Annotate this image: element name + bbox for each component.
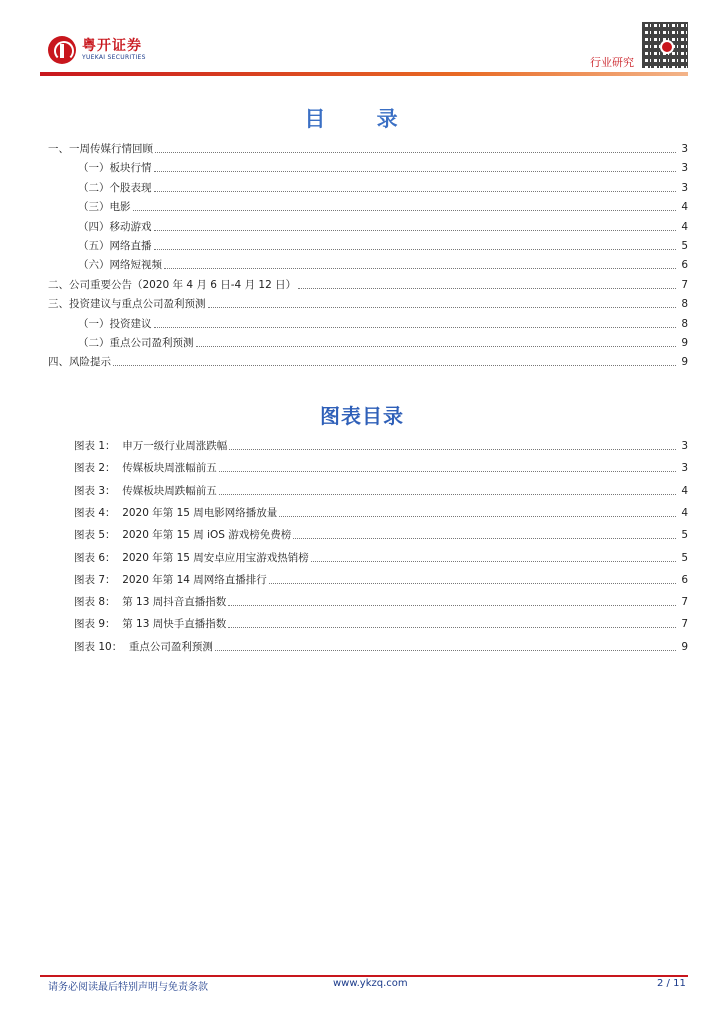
footer-disclaimer[interactable]: 请务必阅读最后特别声明与免责条款 (48, 982, 208, 993)
logo-chinese-name: 粤开证券 (82, 38, 142, 54)
entry-label: 图表 10： 重点公司盈利预测 (48, 640, 213, 654)
qr-logo-icon (660, 40, 674, 54)
footer-website[interactable]: www.ykzq.com (333, 978, 408, 989)
dot-leader (154, 171, 677, 172)
company-logo (48, 36, 146, 64)
toc-entry[interactable] (48, 353, 688, 369)
dot-leader (311, 561, 676, 562)
figure-entry[interactable] (48, 549, 688, 565)
report-category: 行业研究 (590, 56, 634, 69)
logo-english-name: YUEKAI SECURITIES (82, 54, 146, 61)
toc-entry[interactable] (48, 315, 688, 331)
page-header (0, 0, 724, 80)
figure-entry[interactable] (48, 638, 688, 654)
dot-leader (208, 307, 677, 308)
entry-page-number: 5 (681, 240, 688, 252)
entry-label: 图表 8： 第 13 周抖音直播指数 (48, 595, 226, 609)
entry-label: （五）网络直播 (48, 239, 152, 253)
dot-leader (229, 449, 676, 450)
entry-page-number: 9 (681, 337, 688, 349)
dot-leader (133, 210, 677, 211)
figure-entry[interactable] (48, 504, 688, 520)
entry-page-number: 8 (681, 317, 688, 330)
entry-page-number: 9 (681, 640, 688, 653)
entry-page-number: 5 (681, 551, 688, 564)
entry-page-number: 7 (681, 618, 688, 631)
toc-entry[interactable] (48, 334, 688, 350)
figure-entry[interactable] (48, 459, 688, 475)
toc-entry[interactable] (48, 140, 688, 156)
dot-leader (154, 249, 677, 250)
entry-label: 图表 1： 申万一级行业周涨跌幅 (48, 439, 227, 453)
entry-label: 图表 2： 传媒板块周涨幅前五 (48, 461, 217, 475)
dot-leader (154, 327, 677, 328)
dot-leader (154, 191, 677, 192)
dot-leader (219, 471, 676, 472)
figure-entry[interactable] (48, 593, 688, 609)
toc-entry[interactable] (48, 276, 688, 292)
figure-entry[interactable] (48, 526, 688, 542)
dot-leader (196, 346, 677, 347)
figure-entry[interactable] (48, 482, 688, 498)
toc-entry[interactable] (48, 179, 688, 195)
entry-label: （二）重点公司盈利预测 (48, 336, 194, 350)
entry-label: （三）电影 (48, 200, 131, 214)
dot-leader (228, 605, 676, 606)
entry-page-number: 4 (681, 201, 688, 214)
dot-leader (155, 152, 676, 153)
entry-label: 三、投资建议与重点公司盈利预测 (48, 298, 206, 311)
toc-entry[interactable] (48, 218, 688, 234)
toc-entry[interactable] (48, 295, 688, 311)
entry-page-number: 6 (681, 573, 688, 586)
figures-title: 图表目录 (320, 404, 404, 428)
entry-label: 图表 9： 第 13 周快手直播指数 (48, 617, 226, 631)
entry-page-number: 4 (681, 484, 688, 497)
entry-label: 图表 7： 2020 年第 14 周网络直播排行 (48, 573, 267, 587)
entry-label: 一、一周传媒行情回顾 (48, 143, 153, 155)
entry-label: 图表 5： 2020 年第 15 周 iOS 游戏榜免费榜 (48, 528, 291, 542)
toc-entry[interactable] (48, 159, 688, 175)
entry-label: （一）投资建议 (48, 317, 152, 331)
entry-page-number: 3 (681, 462, 688, 475)
entry-label: （一）板块行情 (48, 161, 152, 175)
entry-page-number: 5 (681, 529, 688, 542)
entry-label: （二）个股表现 (48, 181, 152, 195)
entry-page-number: 3 (681, 181, 688, 194)
dot-leader (298, 288, 676, 289)
dot-leader (279, 516, 676, 517)
entry-page-number: 3 (681, 440, 688, 452)
entry-label: 图表 6： 2020 年第 15 周安卓应用宝游戏热销榜 (48, 551, 309, 565)
dot-leader (164, 268, 676, 269)
toc-entry[interactable] (48, 237, 688, 253)
entry-label: （六）网络短视频 (48, 258, 162, 272)
dot-leader (293, 538, 676, 539)
entry-page-number: 7 (681, 278, 688, 291)
figure-entry[interactable] (48, 571, 688, 587)
entry-label: 四、风险提示 (48, 356, 111, 369)
header-divider (40, 72, 688, 76)
dot-leader (269, 583, 676, 584)
entry-page-number: 3 (681, 162, 688, 175)
entry-page-number: 7 (681, 596, 688, 609)
dot-leader (219, 494, 676, 495)
entry-page-number: 6 (681, 259, 688, 272)
entry-page-number: 4 (681, 506, 688, 519)
dot-leader (228, 627, 676, 628)
entry-label: 图表 3： 传媒板块周跌幅前五 (48, 484, 217, 498)
entry-page-number: 9 (681, 356, 688, 369)
figure-entry[interactable] (48, 437, 688, 453)
page-number: 2 / 11 (657, 978, 686, 989)
entry-page-number: 4 (681, 220, 688, 233)
entry-page-number: 3 (681, 143, 688, 155)
toc-title: 目 录 (304, 107, 420, 131)
dot-leader (215, 650, 676, 651)
entry-label: （四）移动游戏 (48, 220, 152, 234)
entry-page-number: 8 (681, 298, 688, 311)
entry-label: 图表 4： 2020 年第 15 周电影网络播放量 (48, 506, 277, 520)
footer-divider (40, 975, 688, 977)
toc-entry[interactable] (48, 256, 688, 272)
entry-label: 二、公司重要公告（2020 年 4 月 6 日-4 月 12 日） (48, 278, 297, 291)
dot-leader (154, 230, 677, 231)
figure-entry[interactable] (48, 615, 688, 631)
toc-entry[interactable] (48, 198, 688, 214)
logo-icon (48, 36, 76, 64)
dot-leader (113, 365, 676, 366)
